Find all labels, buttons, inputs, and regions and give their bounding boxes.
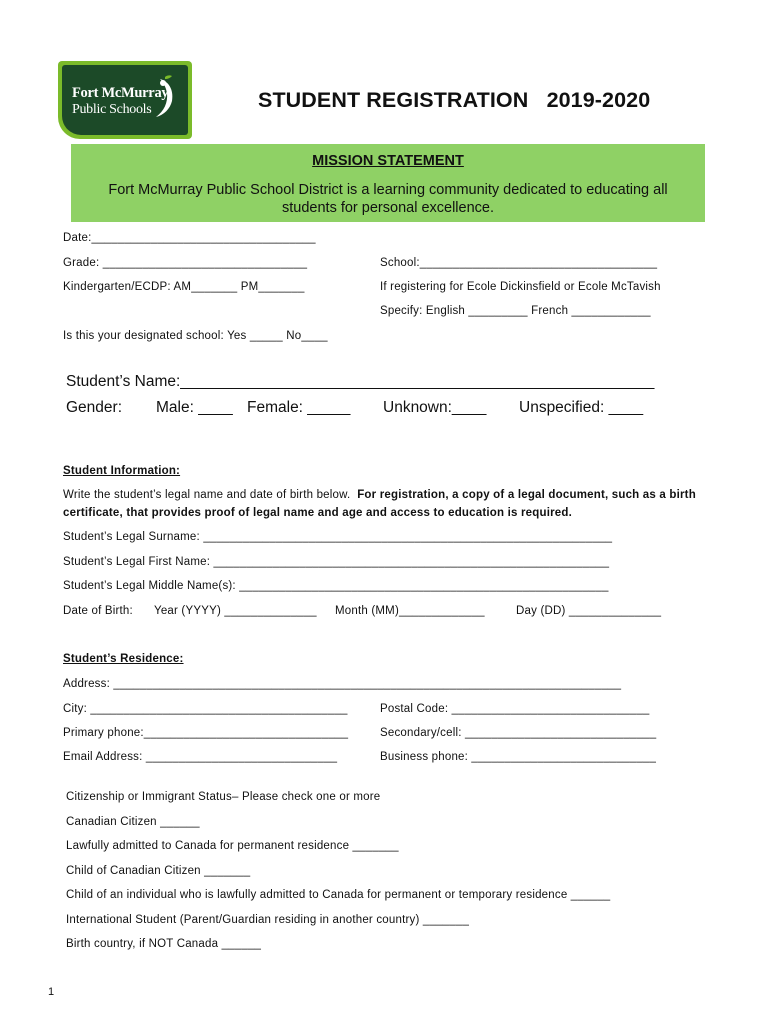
postal-code-field[interactable]: Postal Code: ______________________________ (380, 703, 650, 715)
kindergarten-field[interactable]: Kindergarten/ECDP: AM_______ PM_______ (63, 281, 305, 293)
student-info-intro (63, 489, 696, 501)
gender-male-field[interactable]: Male: ____ (156, 399, 233, 416)
intro-bold-text-line2: certificate, that provides proof of legal name and age and access to education is required. (63, 507, 572, 519)
citizenship-option[interactable]: International Student (Parent/Guardian residing in another country) _______ (66, 914, 470, 926)
student-info-heading: Student Information: (63, 465, 181, 477)
legal-surname-field[interactable]: Student’s Legal Surname: ______________________________________________________________ (63, 531, 613, 543)
intro-text: Write the student’s legal name and date of birth below. (63, 489, 351, 501)
legal-first-name-field[interactable]: Student’s Legal First Name: ____________________________________________________________ (63, 556, 610, 568)
dob-year-field[interactable]: Year (YYYY) ______________ (154, 605, 317, 617)
citizenship-option[interactable]: Canadian Citizen ______ (66, 816, 200, 828)
designated-school-field[interactable]: Is this your designated school: Yes _____ No____ (63, 330, 328, 342)
gender-unspecified-field[interactable]: Unspecified: ____ (519, 399, 644, 416)
logo-background (62, 65, 188, 135)
citizenship-heading: Citizenship or Immigrant Status– Please check one or more (66, 791, 381, 803)
citizenship-option[interactable]: Lawfully admitted to Canada for permanent residence _______ (66, 840, 399, 852)
city-field[interactable]: City: _______________________________________ (63, 703, 348, 715)
dob-day-field[interactable]: Day (DD) ______________ (516, 605, 662, 617)
email-field[interactable]: Email Address: _____________________________ (63, 751, 338, 763)
gender-label: Gender: (66, 399, 123, 416)
primary-phone-field[interactable]: Primary phone:_______________________________ (63, 727, 349, 739)
mission-text: Fort McMurray Public School District is a learning community dedicated to educating all students for personal excellence. (108, 182, 668, 216)
legal-middle-name-field[interactable]: Student’s Legal Middle Name(s): ________________________________________________________ (63, 580, 609, 592)
language-specify-field[interactable]: Specify: English _________ French ____________ (380, 305, 651, 317)
grade-field[interactable]: Grade: _______________________________ (63, 257, 308, 269)
citizenship-option[interactable]: Child of Canadian Citizen _______ (66, 865, 251, 877)
page-title: STUDENT REGISTRATION 2019-2020 (258, 88, 651, 112)
secondary-phone-field[interactable]: Secondary/cell: _____________________________ (380, 727, 657, 739)
page-number: 1 (48, 986, 55, 998)
dob-label: Date of Birth: (63, 605, 133, 617)
gender-unknown-field[interactable]: Unknown:____ (383, 399, 487, 416)
registering-note: If registering for Ecole Dickinsfield or Ecole McTavish (380, 281, 661, 293)
citizenship-option[interactable]: Child of an individual who is lawfully admitted to Canada for permanent or temporary residence ______ (66, 889, 611, 901)
student-name-field[interactable]: Student’s Name:_______________________________________________________ (66, 373, 655, 390)
address-field[interactable]: Address: _____________________________________________________________________________ (63, 678, 622, 690)
mission-statement-box (71, 144, 705, 222)
business-phone-field[interactable]: Business phone: ____________________________ (380, 751, 657, 763)
intro-bold-text: For registration, a copy of a legal document, such as a birth (357, 489, 696, 501)
dob-month-field[interactable]: Month (MM)_____________ (335, 605, 485, 617)
school-logo (58, 61, 192, 139)
logo-text-line1: Fort McMurray (72, 85, 169, 101)
mission-heading: MISSION STATEMENT (312, 153, 464, 169)
gender-female-field[interactable]: Female: _____ (247, 399, 351, 416)
date-field[interactable]: Date:__________________________________ (63, 232, 316, 244)
school-field[interactable]: School:____________________________________ (380, 257, 658, 269)
logo-text-line2: Public Schools (72, 102, 152, 117)
residence-heading: Student’s Residence: (63, 653, 184, 665)
citizenship-option[interactable]: Birth country, if NOT Canada ______ (66, 938, 262, 950)
